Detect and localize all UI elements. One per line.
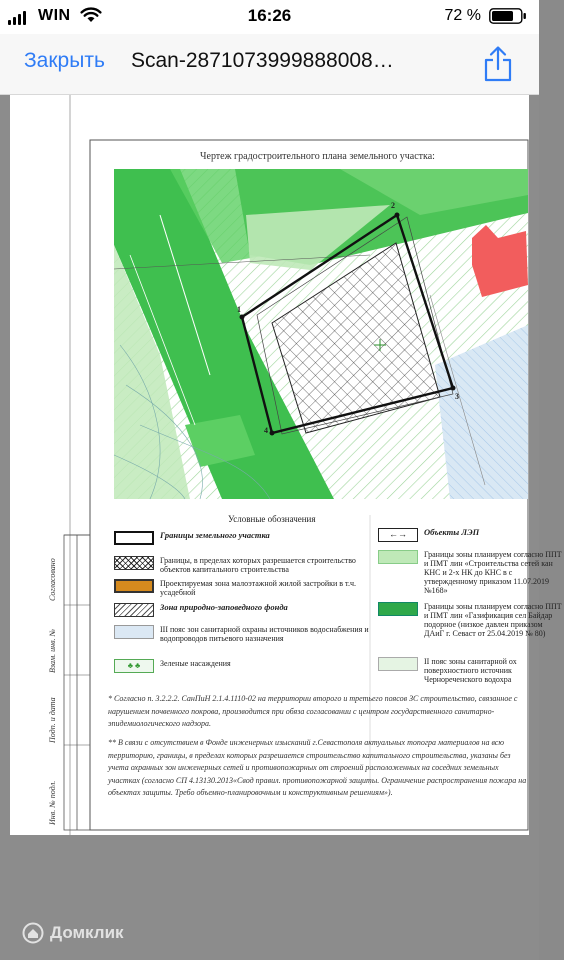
legend-item-residential-zone: Проектируемая зона малоэтажной жилой застройки в т.ч. усадебной: [114, 579, 364, 599]
parcel-point-2: 2: [391, 201, 395, 210]
darkgreen-swatch: [378, 602, 418, 616]
legend-heading: Условные обозначения: [228, 514, 316, 524]
crosshatch-swatch: [114, 556, 154, 570]
parcel-point-4: 4: [264, 426, 268, 435]
legend-item-green-plantings: ♣ ♣ Зеленые насаждения: [114, 659, 364, 675]
lightgreen-swatch: [378, 550, 418, 564]
footnote-sanpin: * Согласно п. 3.2.2.2. СанПиН 2.1.4.1110-02 на территории второго и третьего поясов ЗС строительство, связанное с нарушением почвенного покрова, производится при обяза согласовании с центром государственного санитарно-эпидемиологического надзора.: [108, 694, 518, 728]
palegreen-swatch: [378, 657, 418, 671]
legend-item-power-lines: ←→ Объекты ЛЭП: [378, 528, 528, 544]
clock: 16:26: [247, 6, 292, 25]
share-button[interactable]: [480, 44, 516, 84]
trees-swatch: ♣ ♣: [114, 659, 154, 673]
document-title: Scan-2871073999888008…: [131, 49, 394, 72]
boundary-swatch: [114, 531, 154, 545]
orange-swatch: [114, 579, 154, 593]
carrier-name: WIN: [38, 7, 71, 24]
drawing-title: Чертеж градостроительного плана земельного участка:: [200, 151, 435, 162]
footnote-survey: ** В связи с отсутствием в Фонде инженерных изысканий г.Севастополя актуальных топогра материалов на всю территорию, границы, в пределах которых разрешается строительство капитального строительства, указаны без учета охранных зон инженерных сетей и противопожарных от строений расположенных на соседних земельных участках (согласно СП 4.13130.2013«Свод правил. противопожарной защиты. Ограничение распространения пожара на объектах защиты. Требо объемно-планировочным и конструктивным решениям»).: [108, 738, 527, 797]
status-bar: [0, 0, 539, 34]
lightblue-swatch: [114, 625, 154, 639]
legend-item-sewer-zone: Границы зоны планируем согласно ППТ и ПМТ лин «Строительства сетей кан КНС и 2-х НК до КНС в с утвержденному приказом 11.07.2019 №168»: [378, 550, 528, 600]
legend-item-sanitary-zone-2: II пояс зоны санитарной ох поверхностного источник Чернореченского водохра: [378, 657, 528, 689]
scanned-page: 1 2 3 4 Чертеж градостроительного плана земельного участка: Условные обозначения Границы земельного участка Границы, в пределах которых разрешается строительство объектов капитального строительства Проектируемая зона малоэтажной жилой застройки в т.ч. усадебной Зона природно-заповедного фонда III пояс зон санитарной охраны источников водоснабжения и водопроводов питьевого назначения ♣ ♣ Зеленые насаждения ←→ Объекты ЛЭП Границы зоны планируем согласно ППТ и ПМТ лин «Строительства сетей кан КНС и 2-х НК до КНС в с утвержденному приказом 11.07.2019 №168» Границы зоны планируем согласно ППТ и ПМТ лин «Газификация сел Байдар подорное (низкое давлен приказом ДАиГ г. Севаст от 25.04.2019 № 80) II пояс зоны санитарной ох поверхностного источник Чернореченского водохра * Согласно п. 3.2.2.2. СанПиН 2.1.4.1110-02 на территории второго и третьего поясов ЗС строительство, связанное с нарушением почвенного покрова, производится при обяза согласовании с центром государственного санитарно-эпидемиологического надзора. ** В связи с отсутствием в Фонде инженерных изысканий г.Севастополя актуальных топогра материалов на всю территорию, границы, в пределах которых разрешается строительство капитального строительства, указаны без учета охранных зон инженерных сетей и противопожарных от строений расположенных на соседних земельных участках (согласно СП 4.13130.2013«Свод правил. противопожарной защиты. Ограничение распространения пожара на объектах защиты. Требо объемно-планировочным и конструктивным решениям»). Согласовано Взам. инв. № Подп. и дата Инв. № подл.: [10, 95, 529, 835]
domclick-watermark: [22, 922, 124, 944]
diagonal-swatch: [114, 603, 154, 617]
share-icon: [480, 44, 516, 84]
power-line-swatch: ←→: [378, 528, 418, 542]
legend-item-parcel-boundary: Границы земельного участка: [114, 531, 364, 547]
navigation-bar: [0, 34, 539, 95]
parcel-point-1: 1: [237, 305, 241, 314]
legend-item-gas-zone: Границы зоны планируем согласно ППТ и ПМТ лин «Газификация сел Байдар подорное (низкое давлен приказом ДАиГ г. Севаст от 25.04.2019 № 80): [378, 602, 528, 652]
battery-icon: [489, 8, 527, 24]
watermark-text: Домклик: [50, 923, 124, 942]
close-button[interactable]: Закрыть: [24, 49, 105, 72]
legend-item-nature-reserve: Зона природно-заповедного фонда: [114, 603, 364, 619]
domclick-logo-icon: [22, 922, 44, 944]
battery-percent: 72 %: [444, 7, 481, 24]
parcel-point-3: 3: [455, 392, 459, 401]
document-viewer[interactable]: [0, 95, 562, 960]
legend-item-construction-area: Границы, в пределах которых разрешается строительство объектов капитального строительства: [114, 556, 364, 576]
legend-item-sanitary-zone-3: III пояс зон санитарной охраны источников водоснабжения и водопроводов питьевого назначения: [114, 625, 364, 653]
